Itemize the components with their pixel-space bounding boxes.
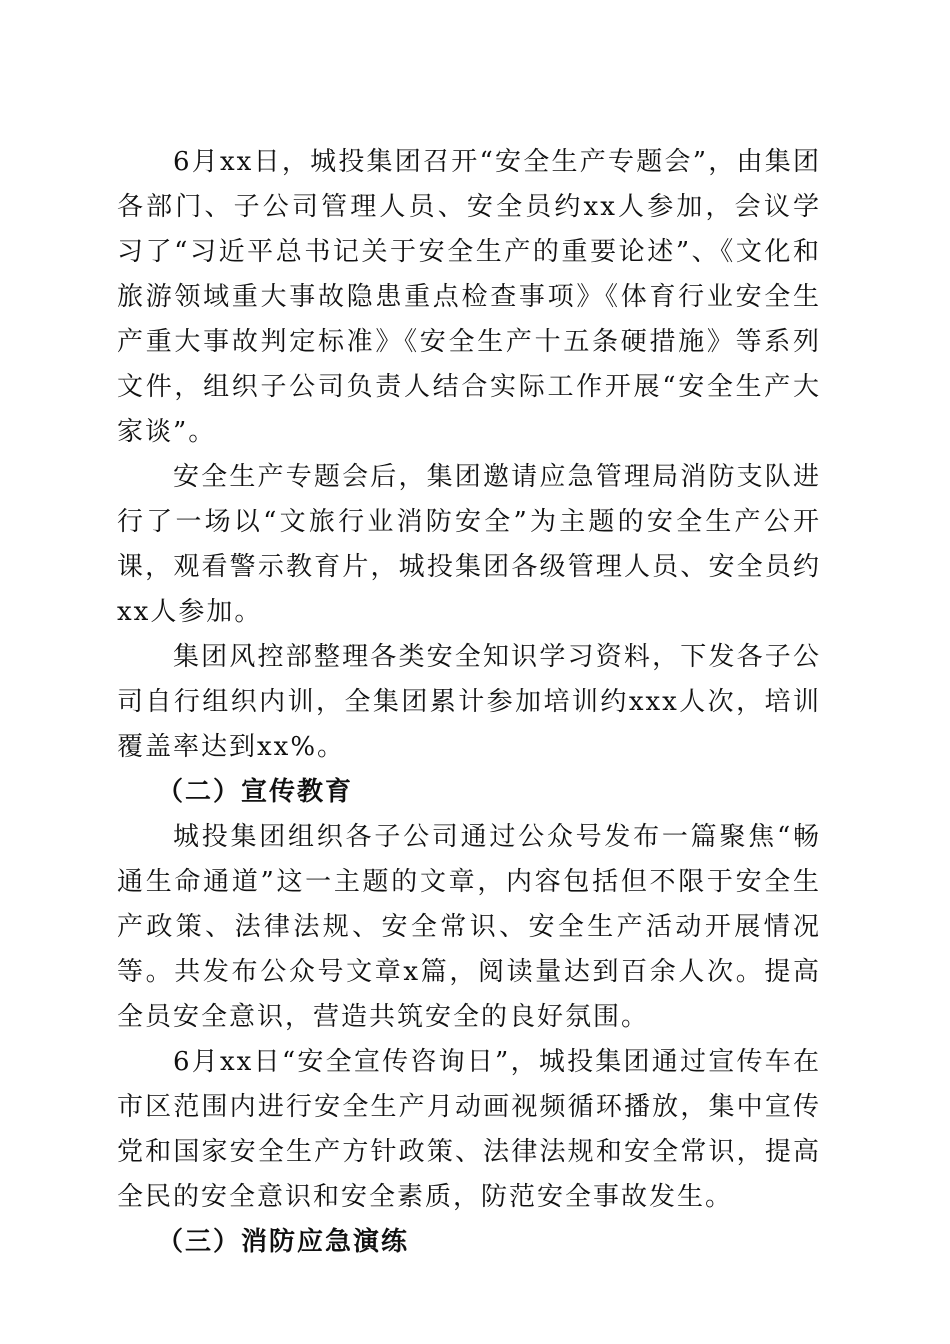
- paragraph-training: 集团风控部整理各类安全知识学习资料，下发各子公司自行组织内训，全集团累计参加培训约xxx人次，培训覆盖率达到xx%。: [117, 642, 821, 762]
- section-heading-fire-drill: （三）消防应急演练: [157, 1227, 410, 1257]
- paragraph-safety-meeting: 6月xx日，城投集团召开“安全生产专题会”，由集团各部门、子公司管理人员、安全员约xx人参加，会议学习了“习近平总书记关于安全生产的重要论述”、《文化和旅游领域重大事故隐患重点检查事项》《体育行业安全生产重大事故判定标准》《安全生产十五条硬措施》等系列文件，组织子公司负责人结合实际工作开展“安全生产大家谈”。: [117, 147, 821, 447]
- document-body: [117, 140, 821, 1265]
- paragraph-consultation-day: 6月xx日“安全宣传咨询日”，城投集团通过宣传车在市区范围内进行安全生产月动画视频循环播放，集中宣传党和国家安全生产方针政策、法律法规和安全常识，提高全民的安全意识和安全素质，防范安全事故发生。: [117, 1047, 821, 1212]
- paragraph-open-class: 安全生产专题会后，集团邀请应急管理局消防支队进行了一场以“文旅行业消防安全”为主题的安全生产公开课，观看警示教育片，城投集团各级管理人员、安全员约xx人参加。: [117, 462, 821, 627]
- section-heading-publicity: （二）宣传教育: [157, 777, 354, 807]
- paragraph-wechat-articles: 城投集团组织各子公司通过公众号发布一篇聚焦“畅通生命通道”这一主题的文章，内容包括但不限于安全生产政策、法律法规、安全常识、安全生产活动开展情况等。共发布公众号文章x篇，阅读量达到百余人次。提高全员安全意识，营造共筑安全的良好氛围。: [117, 822, 821, 1032]
